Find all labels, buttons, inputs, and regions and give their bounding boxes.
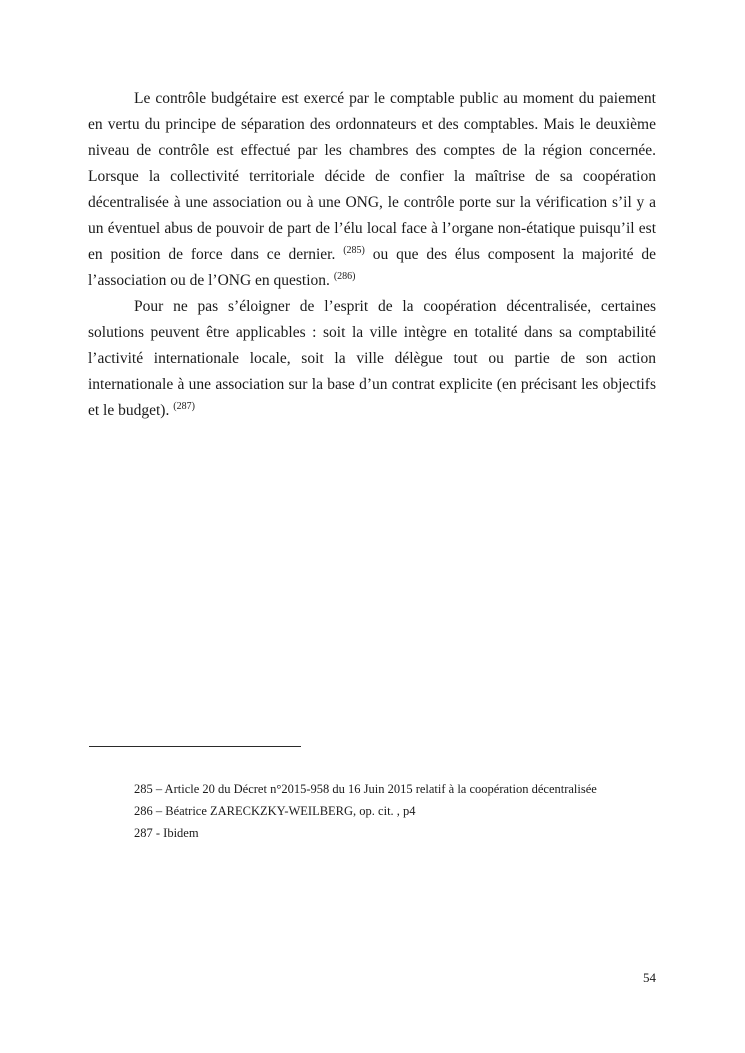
paragraph-text: ou que des élus composent la majorité de l’association ou de l’ONG en question. [88,246,656,289]
paragraph [88,86,656,294]
paragraph-text: Le contrôle budgétaire est exercé par le comptable public au moment du paiement en vertu du principe de séparation des ordonnateurs et des comptables. Mais le deuxième niveau de contrôle est effectué par les chambres des comptes de la région concernée. Lorsque la collectivité territoriale décide de confier la maîtrise de sa coopération décentralisée à une association ou à une ONG, le contrôle porte sur la vérification s’il y a un éventuel abus de pouvoir de part de l’élu local face à l’organe non-étatique puisqu’il est en position de force dans ce dernier. [88,90,656,263]
page-number: 54 [643,970,656,985]
footnote-reference-287: (287) [173,400,195,412]
paragraph-text: Pour ne pas s’éloigner de l’esprit de la coopération décentralisée, certaines solutions peuvent être applicables : soit la ville intègre en totalité dans sa comptabilité l’activité internationale locale, soit la ville délègue tout ou partie de son action internationale à une association sur la base d’un contrat explicite (en précisant les objectifs et le budget). [88,298,656,419]
paragraph [88,294,656,424]
footnote-item: 285 – Article 20 du Décret n°2015-958 du 16 Juin 2015 relatif à la coopération décentralisée [134,782,597,796]
footnote-reference-286: (286) [333,270,356,282]
footnote-separator [89,746,301,747]
main-text-block [88,86,656,424]
footnote-reference-285: (285) [343,244,365,256]
footnote-item: 287 - Ibidem [134,826,199,840]
footnotes-block [134,778,656,844]
footnote-item: 286 – Béatrice ZARECKZKY-WEILBERG, op. cit. , p4 [134,804,416,818]
